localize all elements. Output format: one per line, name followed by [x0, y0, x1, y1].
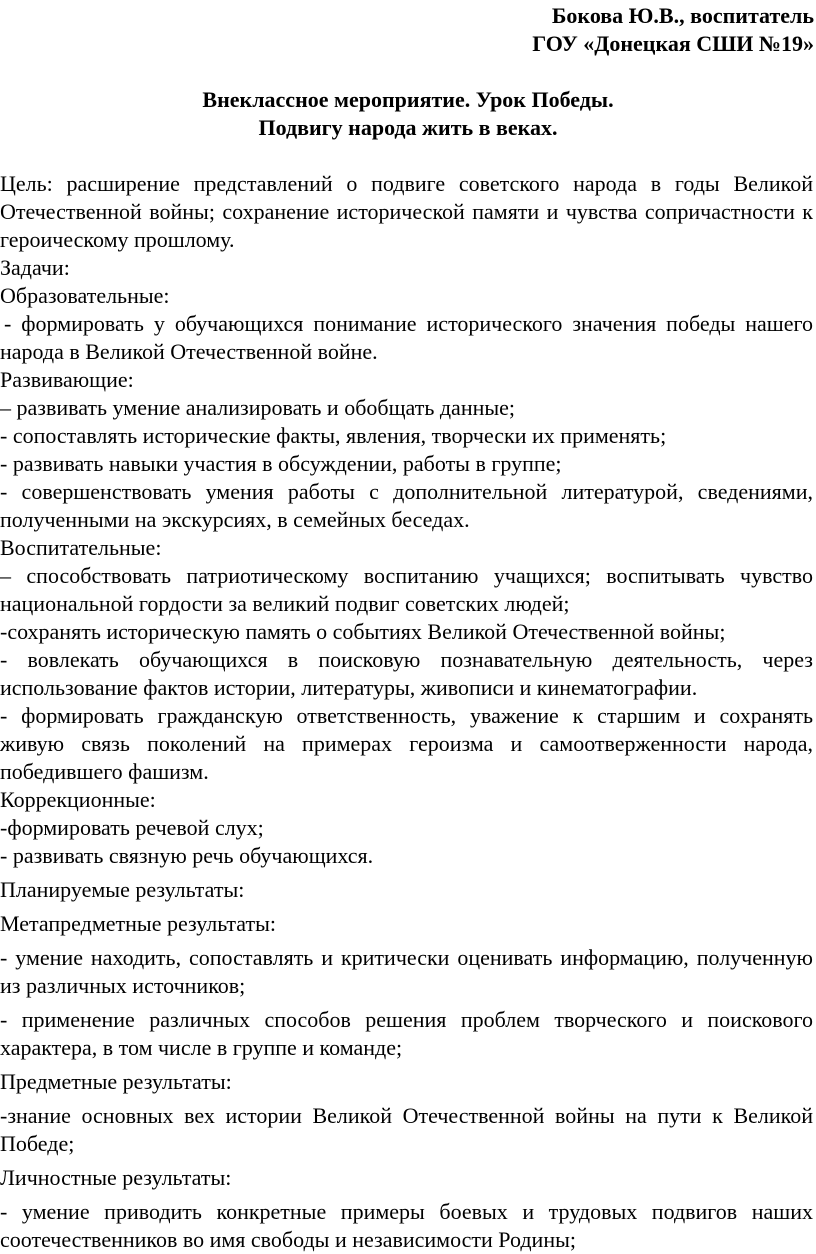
developing-item: – развивать умение анализировать и обобщать данные; [0, 395, 516, 420]
developing-heading: Развивающие: [0, 367, 134, 392]
correctional-item: -формировать речевой слух; [0, 815, 264, 840]
document-body [0, 170, 813, 1254]
tasks-heading: Задачи: [0, 255, 70, 280]
title-line-1: Внеклассное мероприятие. Урок Победы. [202, 87, 614, 112]
educational-item: - формировать у обучающихся понимание исторического значения победы нашего народа в Великой Отечественной войне. [0, 311, 813, 364]
meta-result-item: - умение находить, сопоставлять и критически оценивать информацию, полученную из различных источников; [0, 945, 813, 998]
subject-result-item: -знание основных вех истории Великой Отечественной войны на пути к Великой Победе; [0, 1103, 813, 1156]
subject-results-heading: Предметные результаты: [0, 1069, 232, 1094]
upbringing-item: - вовлекать обучающихся в поисковую познавательную деятельность, через использование фактов истории, литературы, живописи и кинематографии. [0, 647, 813, 700]
personal-result-item: - умение приводить конкретные примеры боевых и трудовых подвигов наших соотечественников во имя свободы и независимости Родины; [0, 1199, 813, 1252]
author-name: Бокова Ю.В., воспитатель [551, 3, 814, 28]
developing-item: - сопоставлять исторические факты, явления, творчески их применять; [0, 423, 667, 448]
author-header [532, 2, 814, 58]
developing-item: - совершенствовать умения работы с дополнительной литературой, сведениями, полученными на экскурсиях, в семейных беседах. [0, 479, 813, 532]
upbringing-item: - формировать гражданскую ответственность, уважение к старшим и сохранять живую связь поколений на примерах героизма и самоотверженности народа, победившего фашизм. [0, 703, 813, 784]
educational-heading: Образовательные: [0, 283, 170, 308]
planned-results-heading: Планируемые результаты: [0, 877, 245, 902]
correctional-heading: Коррекционные: [0, 787, 156, 812]
document-title [0, 86, 816, 142]
personal-results-heading: Личностные результаты: [0, 1165, 232, 1190]
title-line-2: Подвигу народа жить в веках. [258, 115, 558, 140]
meta-result-item: - применение различных способов решения проблем творческого и поискового характера, в том числе в группе и команде; [0, 1007, 813, 1060]
correctional-item: - развивать связную речь обучающихся. [0, 843, 374, 868]
school-name: ГОУ «Донецкая СШИ №19» [532, 31, 814, 56]
meta-results-heading: Метапредметные результаты: [0, 911, 277, 936]
developing-item: - развивать навыки участия в обсуждении, работы в группе; [0, 451, 562, 476]
goal-paragraph: Цель: расширение представлений о подвиге советского народа в годы Великой Отечественной войны; сохранение исторической памяти и чувства сопричастности к героическому прошлому. [0, 171, 813, 252]
upbringing-heading: Воспитательные: [0, 535, 162, 560]
upbringing-item: -сохранять историческую память о событиях Великой Отечественной войны; [0, 619, 726, 644]
upbringing-item: – способствовать патриотическому воспитанию учащихся; воспитывать чувство национальной гордости за великий подвиг советских людей; [0, 563, 813, 616]
